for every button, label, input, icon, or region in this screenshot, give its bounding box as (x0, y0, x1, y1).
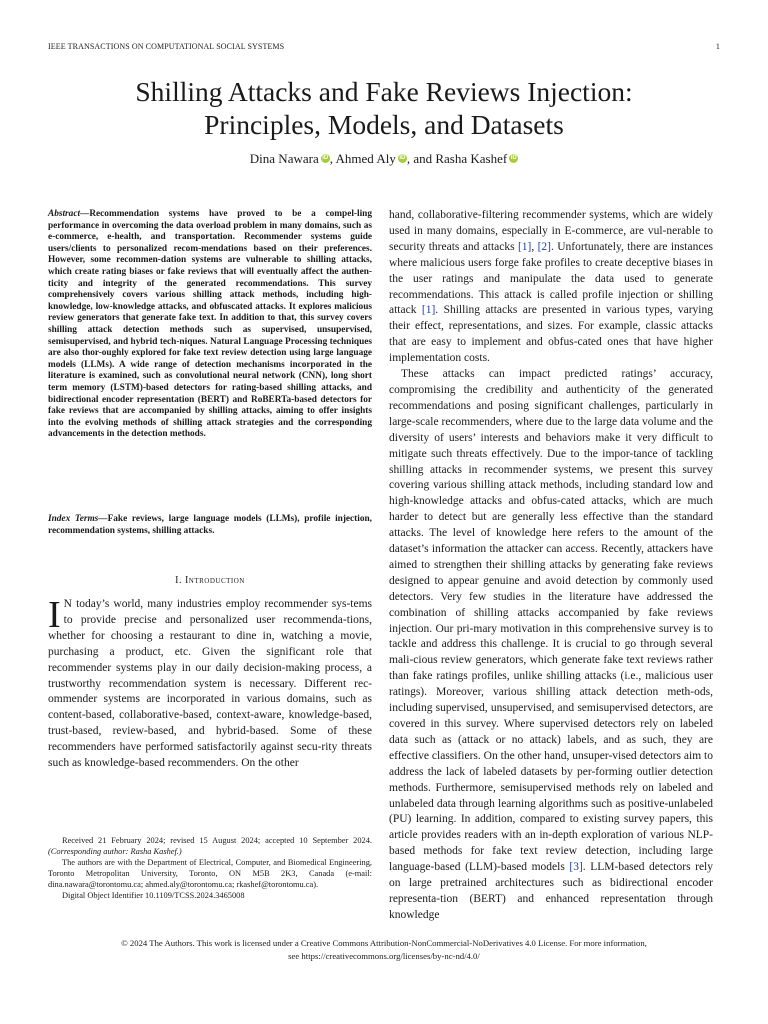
license-line-1: © 2024 The Authors. This work is licensed under a Creative Commons Attribution-NonCommercial-NoDerivatives 4.0 License. For more information, (121, 938, 647, 948)
running-header (48, 42, 720, 51)
introduction-text (48, 594, 372, 772)
footnote-text: Received 21 February 2024; revised 15 August 2024; accepted 10 September 2024. (62, 836, 372, 845)
license-line-2[interactable]: see https://creativecommons.org/licenses/by-nc-nd/4.0/ (288, 950, 480, 961)
section-heading (48, 575, 372, 586)
license-notice (48, 937, 720, 962)
author-separator: , (329, 151, 336, 166)
drop-cap: I (48, 594, 61, 636)
abstract-label: Abstract— (48, 209, 90, 219)
body-paragraph (389, 367, 713, 924)
citation-link[interactable]: [1] (517, 240, 532, 253)
title-line-1: Shilling Attacks and Fake Reviews Injection: (135, 76, 633, 107)
right-column (389, 208, 713, 924)
citation-link[interactable]: [3] (569, 861, 583, 874)
footnote-doi: Digital Object Identifier 10.1109/TCSS.2024.3465008 (62, 890, 245, 900)
page-number: 1 (715, 42, 720, 51)
paragraph-text: , (531, 240, 538, 253)
paragraph-text: . Unfortunately, there are instances where malicious users forge fake profiles to create deceptive biases in the user ratings and manipulate the data used to generate recommendations. This attack is called profile injection or shilling attack (389, 240, 714, 317)
paper-title (48, 75, 720, 141)
index-terms (48, 514, 372, 537)
author-name: Rasha Kashef (435, 151, 508, 166)
index-terms-text: Fake reviews, large language models (LLMs), profile injection, recommendation systems, shilling attacks. (48, 514, 372, 536)
footnote-received (48, 836, 372, 858)
abstract-text: Recommendation systems have proved to be a compel-ling performance in overcoming the data overload problem in many domains, such as e-commerce, e-health, and transportation. Recommender systems guide users/clients to personalized recom-mendations based on their preferences. However, some recommen-dation systems are vulnerable to shilling attacks, which create rating biases or fake reviews that will eventually affect the authen-ticity and integrity of the generated recommendations. This survey comprehensively covers various shilling attack methods, including high-knowledge, low-knowledge attacks, and obfuscated attacks. It explores malicious review generators that generate fake text. In addition to that, this survey covers shilling attack detection methods such as supervised, unsupervised, semisupervised, and hybrid tech-niques. Natural Language Processing techniques are also thor-oughly explored for fake text review detection using large language models (LLMs). A wide range of detection mechanisms incorporated in the literature is examined, such as convolutional neural network (CNN), long short term memory (LSTM)-based detectors for rating-based shilling attacks, and bidirectional encoder representation (BERT) and RoBERTa-based detectors for fake reviews that are accompanied by shilling attacks, aiming to offer insights into the evolving methods of shilling attack strategies and the corresponding advancements in the detection methods. (48, 209, 372, 440)
paragraph-text: . Shilling attacks are presented in various types, varying their effect, representations, and sizes. For example, classic attacks that are easy to implement and obfus-cated ones that have higher implementation costs. (389, 304, 713, 365)
author-name: Dina Nawara (249, 151, 319, 166)
orcid-icon[interactable]: iD (510, 155, 517, 161)
orcid-icon[interactable]: iD (399, 155, 406, 161)
section-title: Introduction (184, 575, 245, 586)
author-list (48, 151, 720, 167)
citation-link[interactable]: [2] (537, 240, 551, 253)
paragraph-text: hand, collaborative-filtering recommender systems, which are widely used in many domains, especially in E-commerce, are vul-nerable to security threats and attacks (389, 209, 713, 253)
footnote-affiliation: The authors are with the Department of Electrical, Computer, and Biomedical Engineering, Toronto Metropolitan University, Toronto, ON M5B 2K3, Canada (e-mail: dina.nawara@torontomu.ca; ahmed.aly@torontomu.ca; rkashef@torontomu.ca). (48, 857, 372, 889)
citation-link[interactable]: [1] (421, 304, 436, 317)
section-number: I. (175, 575, 182, 586)
abstract (48, 209, 372, 441)
paragraph-text: N today’s world, many industries employ recommender sys-tems to provide precise and personalized user recommenda-tions, whether for choosing a restaurant to dine in, watching a movie, purchasing a product, etc. Given the significant role that recommender systems play in our daily decision-making process, a trustworthy recommendation system is necessary. Different rec-ommender systems are incorporated in various domains, such as content-based, collaborative-based, context-aware, knowledge-based, trust-based, review-based, and hybrid-based. Some of these recommenders have performed satisfactorily against secu-rity threats such as knowledge-based recommenders. On the other (48, 598, 372, 770)
corresponding-author: (Corresponding author: Rasha Kashef.) (48, 846, 182, 856)
paragraph-text: . LLM-based detectors rely on large pretrained architectures such as bidirectional encoder representa-tion (BERT) and enhanced representation through knowledge (389, 861, 713, 921)
body-paragraph (389, 208, 713, 367)
author-name: Ahmed Aly (335, 151, 396, 166)
journal-name: IEEE TRANSACTIONS ON COMPUTATIONAL SOCIAL SYSTEMS (48, 42, 285, 51)
author-separator: , and (406, 151, 436, 166)
orcid-icon[interactable]: iD (322, 155, 329, 161)
title-line-2: Principles, Models, and Datasets (204, 109, 564, 140)
body-paragraph (48, 594, 372, 772)
index-terms-label: Index Terms— (48, 514, 108, 524)
paragraph-text: These attacks can impact predicted ratings’ accuracy, compromising the credibility and authenticity of the generated recommendations and posing significant challenges, particularly in large-scale recommenders, where due to the large data volume and the diversity of users’ interests and behaviors make it very difficult to mitigate such threats effectively. Due to the impor-tance of tackling shilling attacks in recommender systems, we present this survey covering various shilling attack methods, including standard low and high-knowledge attacks and obfus-cated attacks, which are much harder to detect but are generally less effective than the standard attacks. The level of knowledge here refers to the amount of the dataset’s information the attacker can access. Recently, attackers have aimed to strengthen their shilling attacks by generating fake reviews designed to appear genuine and avoid detection by commonly used detectors. Very few studies in the literature have addressed the combination of shilling attacks accompanied by fake reviews injection. Our pri-mary motivation in this comprehensive survey is to tackle and address this challenge. It is crucial to go through several mali-cious review generators, which generate fake text reviews rather than fake ratings profiles, unlike shilling attacks (i.e., malicious user ratings). Moreover, various shilling attack detection meth-ods, including supervised, unsupervised, and semisupervised detectors, are covered in this survey. Where supervised detectors rely on labeled data such as (attack or no attack) labels, and as such, they are effective classifiers. On the other hand, unsuper-vised detectors aim to address the lack of labeled datasets by per-forming outlier detection methods. Furthermore, semisupervised methods rely on labeled and unlabeled data through learning algorithms such as positive-unlabeled (PU) learning. In addition, compared to existing survey papers, this article provides readers with an in-depth exploration of various NLP-based methods for fake text review detection, including large language-based (LLM)-based models (389, 368, 713, 874)
footnote (48, 836, 372, 901)
